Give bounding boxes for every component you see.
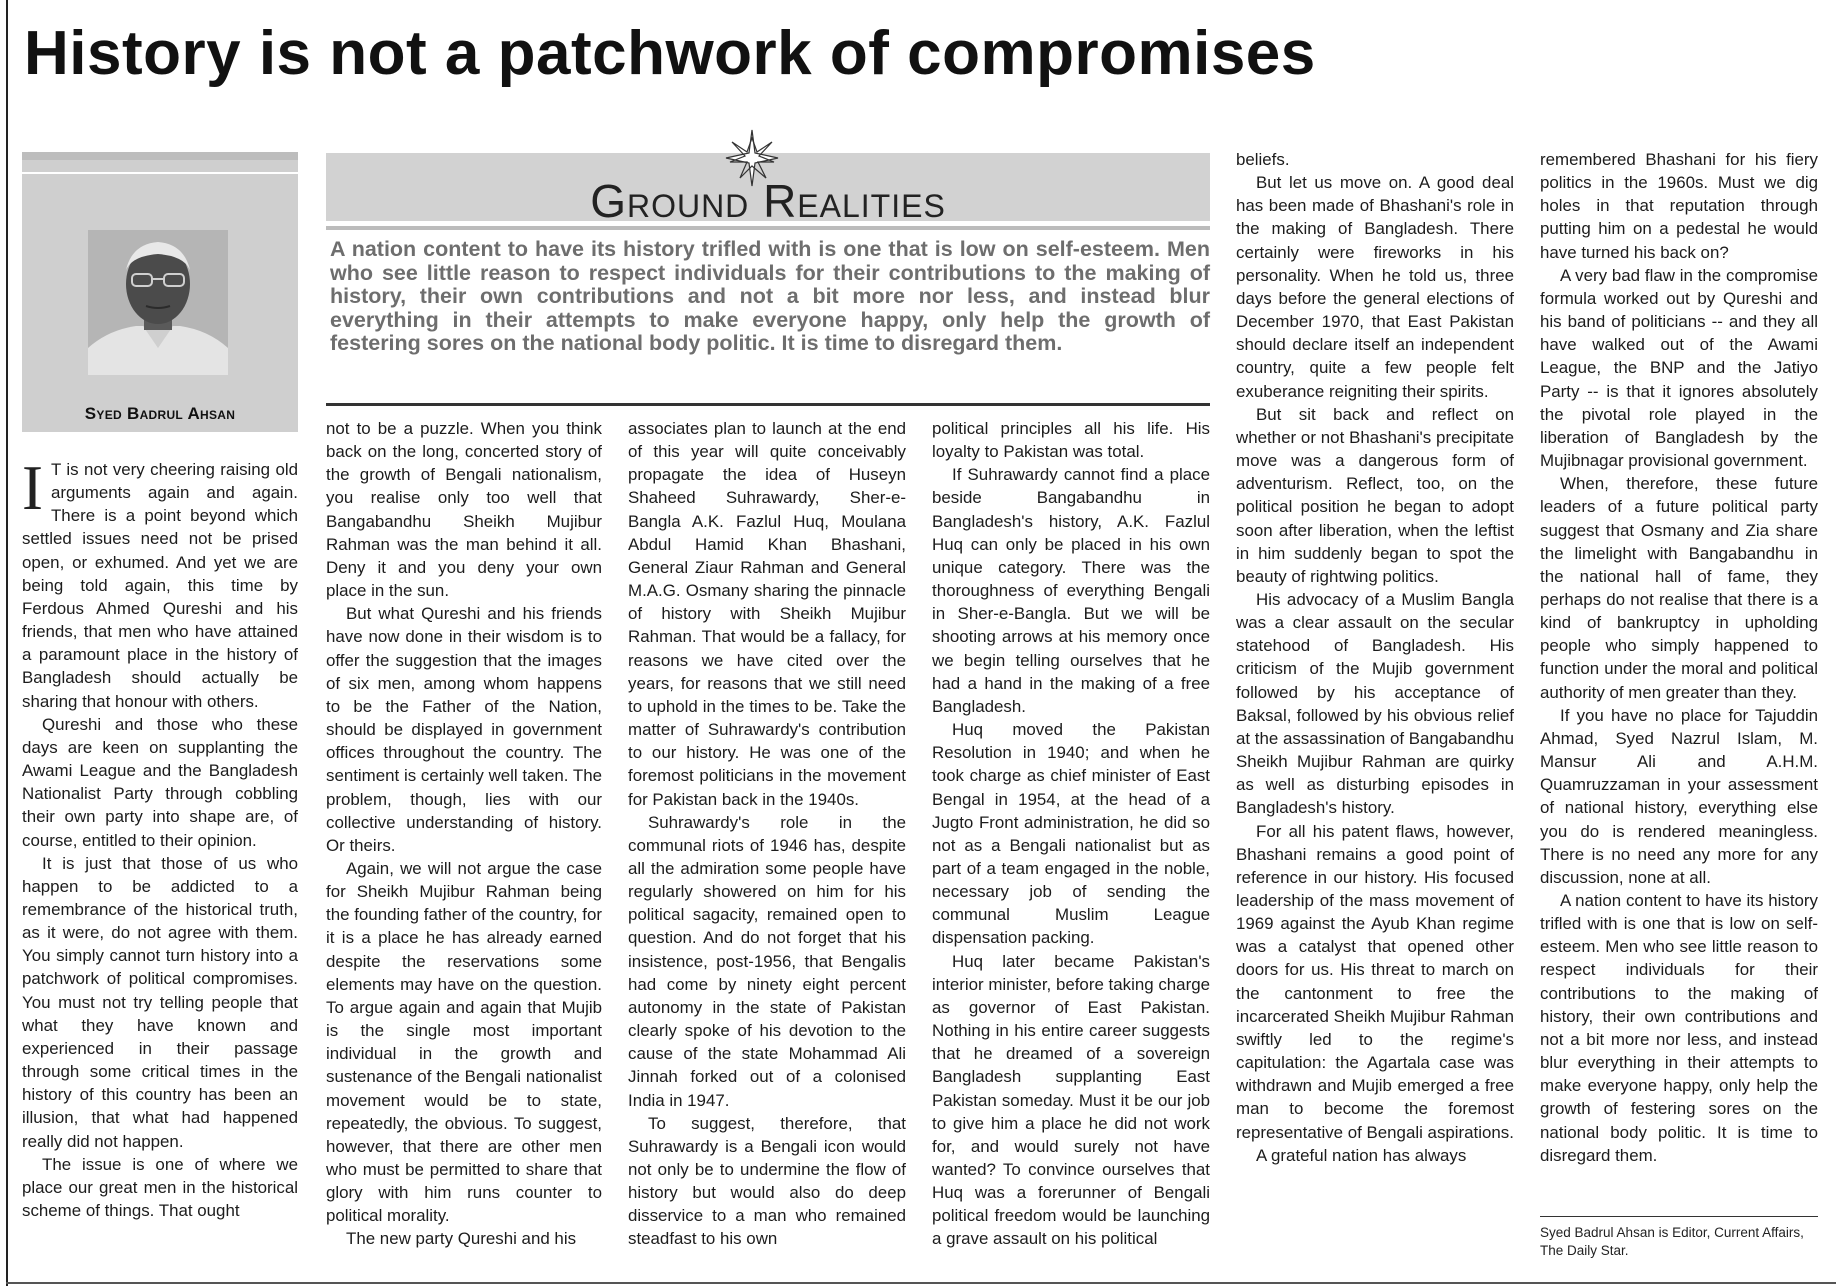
paragraph: Huq later became Pakistan's interior minister, before taking charge as governor of East Pakistan. Nothing in his entire career suggests that he dreamed of a sovereign Bangladesh supplanting East Pakistan someday. Must it be our job to give him a place he did not work for, and would surely not have wanted? To convince ourselves that Huq was a forerunner of Bengali political freedom would be launching a grave assault on his political — [932, 951, 1210, 1249]
paragraph: A nation content to have its history trifled with is one that is low on self-esteem. Men who see little reason to respect individuals for their contributions to the making of history, their own contributions and not a bit more nor less, and instead blur everything in their attempts to make everyone happy, only help the growth of festering sores on the national body politic. It is time to disregard them. — [1540, 891, 1818, 1165]
paragraph: beliefs. — [1236, 150, 1290, 169]
paragraph: When, therefore, these future leaders of a future political party suggest that Osmany and Zia share the limelight with Bangabandhu in the national hall of fame, they perhaps do not realise that there is a kind of bankruptcy in upholding people who simply happened to function under the moral and political authority of men greater than they. — [1540, 474, 1818, 702]
paragraph: His advocacy of a Muslim Bangla was a clear assault on the secular statehood of Bangladesh. His criticism of the Mujib government followed by his acceptance of Baksal, followed by his obvious relief at the assassination of Bangabandhu Sheikh Mujibur Rahman are quirky as well as disturbing episodes in Bangladesh's history. — [1236, 589, 1514, 818]
deck-rule — [326, 403, 1210, 406]
paragraph: associates plan to launch at the end of this year will quite conceivably propagate the idea of Huseyn Shaheed Suhrawardy, Sher-e-Bangla A.K. Fazlul Huq, Moulana Abdul Hamid Khan Bhashani, General Ziaur Rahman and General M.A.G. Osmany sharing the pinnacle of history with Sheikh Mujibur Rahman. That would be a fallacy, for reasons we have cited over the years, for reasons that we still need to uphold in the times to be. Take the matter of Suhrawardy's contribution to our history. He was one of the foremost politicians in the movement for Pakistan back in the 1940s. — [628, 419, 906, 809]
paragraph: For all his patent flaws, however, Bhashani remains a good point of reference in our history. His focused leadership of the mass movement of 1969 against the Ayub Khan regime was a catalyst that opened other doors for us. His threat to march on the cantonment to free the incarcerated Sheikh Mujibur Rahman swiftly led to the regime's capitulation: the Agartala case was withdrawn and Mujib emerged a free man to become the foremost representative of Bengali aspirations. — [1236, 821, 1514, 1142]
paragraph: But sit back and reflect on whether or not Bhashani's precipitate move was a dangerous form of adventurism. Reflect, too, on the political position he began to adopt soon after liberation, when the leftist in him suddenly began to spot the beauty of rightwing politics. — [1236, 404, 1514, 586]
paragraph: not to be a puzzle. When you think back on the long, concerted story of the growth of Bengali nationalism, you realise only too well that Bangabandhu Sheikh Mujibur Rahman was the man behind it all. Deny it and you deny your own place in the sun. — [326, 419, 602, 601]
article-column-1 — [22, 453, 298, 1222]
article-column-6 — [1540, 148, 1818, 1167]
article-column-4 — [932, 417, 1210, 1251]
author-portrait-icon — [88, 230, 228, 375]
paragraph: Qureshi and those who these days are keen on supplanting the Awami League and the Bangladesh Nationalist Party through cobbling their own party into shape are, of course, entitled to their opinion. — [22, 714, 298, 850]
paragraph: The new party Qureshi and his — [346, 1229, 577, 1249]
pull-deck: A nation content to have its history trifled with is one that is low on self-esteem. Men who see little reason to respect individuals for their contributions to the making of history, their own contributions and not a bit more nor less, and instead blur everything in their attempts to make everyone happy, only help the growth of festering sores on the national body politic. It is time to disregard them. — [330, 237, 1210, 355]
column-banner-title: Ground Realities — [590, 175, 946, 227]
byline-box — [22, 152, 298, 432]
article-column-3 — [628, 417, 906, 1251]
paragraph: A very bad flaw in the compromise formula worked out by Qureshi and his band of politicians -- and they all have walked out of the Awami League, the BNP and the Jatiyo Party -- is that it ignores absolutely the pivotal role played in the liberation of Bangladesh by the Mujibnagar provisional government. — [1540, 265, 1818, 471]
article-column-5 — [1236, 148, 1514, 1167]
paragraph: I T is not very cheering raising old arguments again and again. There is a point beyond which settled issues need not be prised open, or exhumed. And yet we are being told again, this time by Ferdous Ahmed Qureshi and his friends, that men who have attained a paramount place in the history of Bangladesh should actually be sharing that honour with others. — [22, 453, 298, 711]
paragraph: The issue is one of where we place our great men in the historical scheme of things. That ought — [22, 1154, 298, 1220]
paragraph: Suhrawardy's role in the communal riots of 1946 has, despite all the admiration some people have regularly showered on him for his political sagacity, remained open to question. And do not forget that his insistence, post-1956, that Bengalis had come by ninety eight percent autonomy in the state of Pakistan clearly spoke of his devotion to the cause of the state Mohammad Ali Jinnah forked out of a colonised India in 1947. — [628, 812, 906, 1110]
page-bottom-rule — [6, 1282, 1836, 1284]
paragraph: But what Qureshi and his friends have now done in their wisdom is to offer the suggestion that the images of six men, among whom happens to be the Father of the Nation, should be displayed in government offices throughout the country. The sentiment is certainly well taken. The problem, though, lies with our collective understanding of history. Or theirs. — [326, 604, 602, 855]
author-note: Syed Badrul Ahsan is Editor, Current Affairs, The Daily Star. — [1540, 1225, 1804, 1258]
paragraph: Huq moved the Pakistan Resolution in 1940; and when he took charge as chief minister of East Bengal in 1954, at the head of a Jugto Front administration, he did so not as a Bengali nationalist but as part of a team engaged in the noble, necessary job of sending the communal Muslim League dispensation packing. — [932, 720, 1210, 948]
paragraph: political principles all his life. His loyalty to Pakistan was total. — [932, 419, 1210, 462]
paragraph: To suggest, therefore, that Suhrawardy is a Bengali icon would not only be to undermine the flow of history but would also do deep disservice to a man who remained steadfast to his own — [628, 1113, 906, 1249]
drop-cap: I — [22, 453, 43, 523]
paragraph: It is just that those of us who happen to be addicted to a remembrance of the historical truth, as it were, do not agree with them. You simply cannot turn history into a patchwork of political compromises. You must not try telling people that what they have known and experienced in their passage through some critical times in the history of this country has been an illusion, that what had happened really did not happen. — [22, 853, 298, 1151]
paragraph: But let us move on. A good deal has been made of Bhashani's role in the making of Bangladesh. There certainly were fireworks in his personality. When he told us, three days before the general elections of December 1970, that East Pakistan should declare itself an independent country, quite a few people felt exuberance reigniting their spirits. — [1236, 173, 1514, 401]
paragraph: Again, we will not argue the case for Sheikh Mujibur Rahman being the founding father of the country, for it is a place he has already earned despite the reservations some elements may have on the question. To argue again and again that Mujib is the single most important individual in the growth and sustenance of the Bengali nationalist movement would be to state, repeatedly, the obvious. To suggest, however, that there are other men who must be permitted to share that glory with him runs counter to political morality. — [326, 858, 602, 1226]
paragraph: If Suhrawardy cannot find a place beside Bangabandhu in Bangladesh's history, A.K. Fazlul Huq can only be placed in his own unique category. There was the thoroughness of everything Bengali in Sher-e-Bangla. But we will be shooting arrows at his memory once we begin telling ourselves that he had a hand in the making of a free Bangladesh. — [932, 465, 1210, 716]
author-name: Syed Badrul Ahsan — [84, 404, 236, 423]
headline: History is not a patchwork of compromises — [24, 19, 1316, 88]
article-column-2 — [326, 417, 602, 1251]
paragraph: If you have no place for Tajuddin Ahmad, Syed Nazrul Islam, M. Mansur Ali and A.H.M. Quamruzzaman in your assessment of national history, everything else you do is rendered meaningless. There is no need any more for any discussion, none at all. — [1540, 705, 1818, 887]
paragraph: remembered Bhashani for his fiery politics in the 1960s. Must we dig holes in that reputation through putting him on a pedestal he would have turned his back on? — [1540, 150, 1818, 262]
paragraph: A grateful nation has always — [1256, 1145, 1467, 1165]
author-note-rule — [1540, 1216, 1818, 1217]
page-left-rule — [6, 0, 8, 1286]
